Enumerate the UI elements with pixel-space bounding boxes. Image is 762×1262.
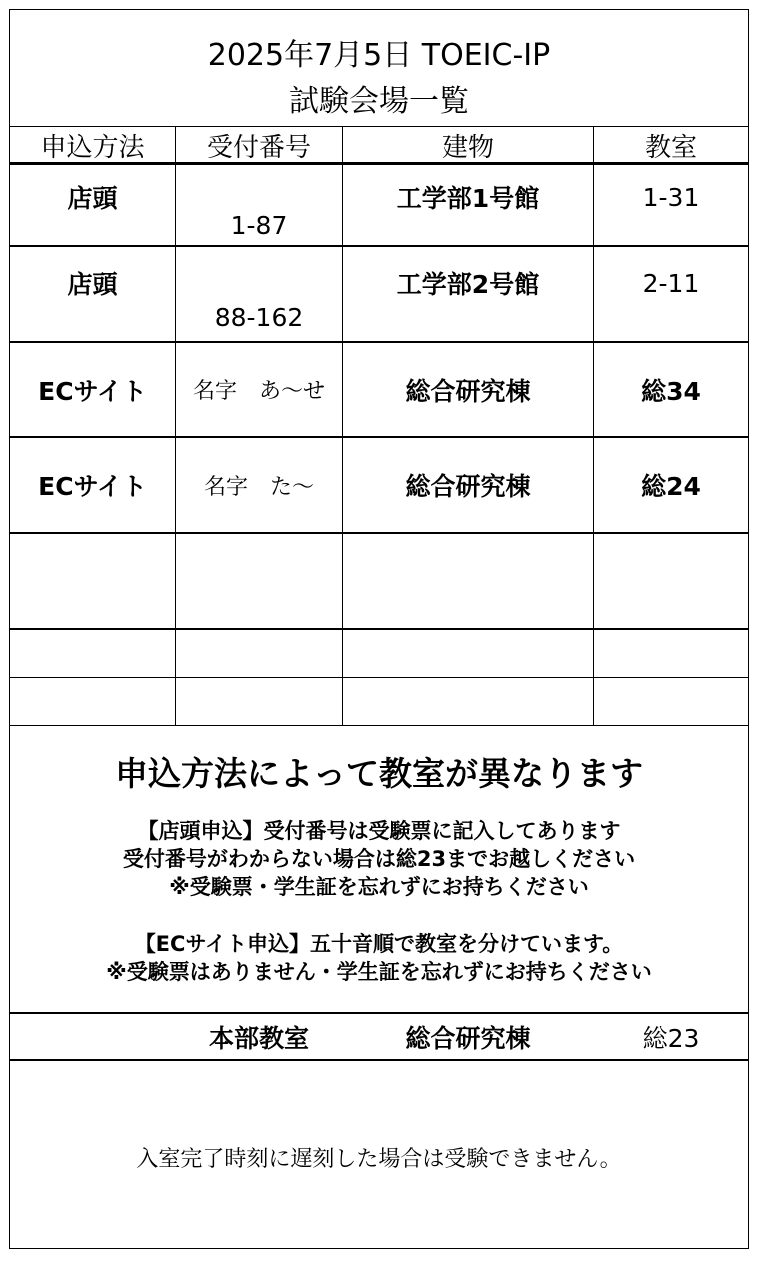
notice-line-2: 受付番号がわからない場合は総23までお越しください [122,847,636,871]
divider-table-end [10,725,748,726]
row-2-method: 店頭 [67,270,118,299]
header-room: 教室 [644,132,697,163]
title-line-2: 試験会場一覧 [289,84,469,119]
row-3-number: 名字 あ～せ [192,379,325,404]
row-4-method: ECサイト [38,472,147,501]
notice-line-4: 【ECサイト申込】五十音順で教室を分けています。 [134,932,624,956]
notice-line-3: ※受験票・学生証を忘れずにお持ちください [169,875,589,899]
row-4-room: 総24 [641,472,701,501]
row-4-number: 名字 た～ [203,474,314,500]
divider-hq-end [10,1059,748,1061]
notice-line-5: ※受験票はありません・学生証を忘れずにお持ちください [106,960,652,984]
hq-room: 総23 [642,1023,700,1053]
row-2-building: 工学部2号館 [396,270,540,299]
notice-heading: 申込方法によって教室が異なります [115,754,643,793]
hq-label: 本部教室 [208,1023,309,1053]
row-3-room: 総34 [641,376,701,406]
row-1-number: 1-87 [230,210,288,240]
exam-venue-sheet [9,9,749,1249]
row-2-room: 2-11 [642,268,700,298]
notice-line-1: 【店頭申込】受付番号は受験票に記入してあります [137,819,621,843]
divider-row-6 [10,677,748,678]
title-line-1: 2025年7月5日 TOEIC-IP [207,38,551,73]
row-4-building: 総合研究棟 [405,472,531,501]
row-3-building: 総合研究棟 [405,376,531,406]
hq-building: 総合研究棟 [405,1023,531,1053]
divider-row-5 [10,628,748,630]
divider-row-4 [10,532,748,534]
row-1-room: 1-31 [642,182,700,212]
header-method: 申込方法 [40,132,145,163]
header-building: 建物 [441,132,494,163]
row-3-method: ECサイト [38,376,147,406]
row-1-method: 店頭 [67,184,118,213]
row-1-building: 工学部1号館 [396,184,540,213]
late-entry-note: 入室完了時刻に遅刻した場合は受験できません。 [136,1147,622,1172]
header-number: 受付番号 [206,132,311,163]
row-2-number: 88-162 [214,302,304,332]
